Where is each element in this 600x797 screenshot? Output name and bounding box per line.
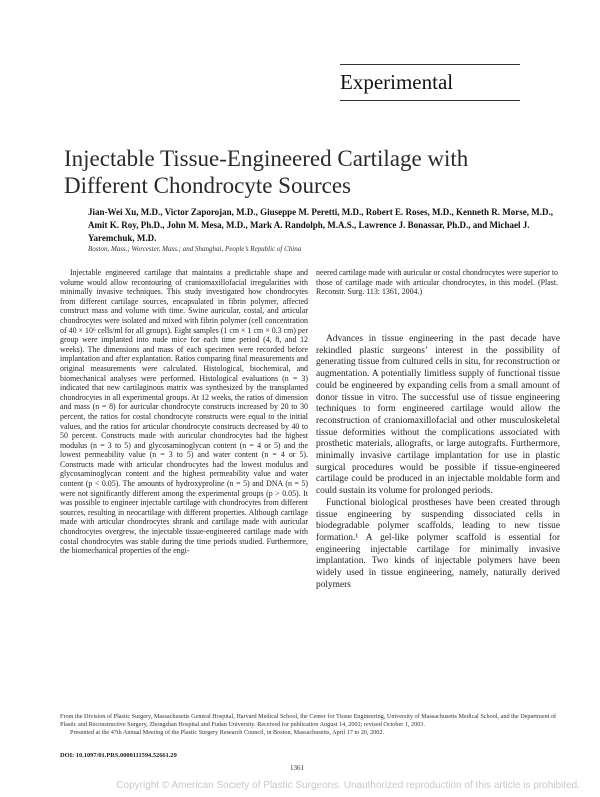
section-top-rule — [340, 64, 520, 65]
author-list: Jian-Wei Xu, M.D., Victor Zaporojan, M.D., Giuseppe M. Peretti, M.D., Robert E. Roses, M.D., Kenneth R. Morse, M.D., Amit K. Roy, Ph.D., John M. Mesa, M.D., Mark A. Randolph, M.A.S., Lawrence J. Bonassar, Ph.D., and Michael J. Yaremchuk, M.D. — [88, 207, 553, 243]
abstract: Injectable engineered cartilage that maintains a predictable shape and volume would allow recontouring of craniomaxillofacial irregularities with minimally invasive techniques. This study investigated how chondrocytes from different cartilage sources, encapsulated in fibrin polymer, affected construct mass and volume with time. Swine auricular, costal, and articular chondrocytes were isolated and mixed with fibrin polymer (cell concentration of 40 × 10⁶ cells/ml for all groups). Eight samples (1 cm × 1 cm × 0.3 cm) per group were implanted into nude mice for each time period (4, 8, and 12 weeks). The dimensions and mass of each specimen were recorded before implantation and after explantation. Ratios comparing final measurements and original measurements were calculated. Histological, biochemical, and biomechanical analyses were performed. Histological evaluations (n = 3) indicated that new cartilaginous matrix was synthesized by the transplanted chondrocytes in all experimental groups. At 12 weeks, the ratios of dimension and mass (n = 8) for auricular chondrocyte constructs increased by 20 to 30 percent, the ratios for costal chondrocyte constructs were equal to the initial values, and the ratios for articular chondrocyte constructs decreased by 40 to 50 percent. Constructs made with auricular chondrocytes had the highest modulus (n = 3 to 5) and glycosaminoglycan content (n = 4 or 5) and the lowest permeability value (n = 3 to 5) and water content (n = 4 or 5). Constructs made with articular chondrocytes had the lowest modulus and glycosaminoglycan content and the highest permeability value and water content (p < 0.05). The amounts of hydroxyproline (n = 5) and DNA (n = 5) were not significantly different among the experimental groups (p > 0.05). It was possible to engineer injectable cartilage with chondrocytes from different sources, resulting in neocartilage with different properties. Although cartilage made with articular chondrocytes shrank and cartilage made with auricular chondrocytes overgrew, the injectable tissue-engineered cartilage made with costal chondrocytes was stable during the time periods studied. Furthermore, the biomechanical properties of the engi- — [60, 268, 308, 556]
body-paragraph: Advances in tissue engineering in the past decade have rekindled plastic surgeons’ interest in the possibility of generating tissue from cultured cells in situ, for reconstruction or augmentation. A potentially limitless supply of functional tissue could be engineered by expanding cells from a small amount of donor tissue in vitro. The successful use of tissue engineering techniques to form engineered cartilage would allow the reconstruction of craniomaxillofacial and other musculoskeletal tissue deformities without the complications associated with prosthetic materials, allografts, or large autografts. Furthermore, minimally invasive cartilage implantation for use in plastic surgical procedures would be possible if tissue-engineered cartilage could be produced in an injectable moldable form and could sustain its volume for prolonged periods. — [316, 334, 560, 497]
footnotes — [60, 713, 560, 738]
footnote-presented: Presented at the 47th Annual Meeting of the Plastic Surgery Research Council, in Boston, Massachusetts, April 17 to 20, 2002. — [70, 729, 385, 737]
body-text — [316, 334, 560, 591]
abstract-continued: neered cartilage made with auricular or costal chondrocytes were superior to those of cartilage made with articular chondrocytes, in this model. (Plast. Reconstr. Surg. 113: 1361, 2004.) — [316, 268, 558, 297]
body-paragraph: Functional biological prostheses have been created through tissue engineering by suspending dissociated cells in biodegradable polymer scaffolds, leading to new tissue formation.¹ A gel-like polymer scaffold is essential for engineering injectable cartilage for minimally invasive implantation. Two kinds of injectable polymers have been widely used in tissue engineering, namely, naturally derived polymers — [316, 497, 560, 590]
author-affiliations: Boston, Mass.; Worcester, Mass.; and Shanghai, People’s Republic of China — [88, 245, 302, 253]
doi: DOI: 10.1097/01.PRS.0000111594.52661.29 — [60, 752, 177, 759]
section-label: Experimental — [340, 70, 454, 94]
article-title: Injectable Tissue-Engineered Cartilage with Different Chondrocyte Sources — [64, 146, 469, 198]
section-bottom-rule — [340, 100, 520, 101]
page-number: 1361 — [290, 764, 304, 772]
copyright-watermark: Copyright © American Society of Plastic Surgeons. Unauthorized reproduction of this article is prohibited. — [116, 780, 580, 791]
footnote-affiliation: From the Division of Plastic Surgery, Massachusetts General Hospital, Harvard Medical School, the Center for Tissue Engineering, University of Massachusetts Medical School, and the Department of Plastic and Reconstructive Surgery, Zhongshan Hospital and Fudan University. Received for publication August 14, 2002; revised October 1, 2003. — [60, 713, 557, 729]
